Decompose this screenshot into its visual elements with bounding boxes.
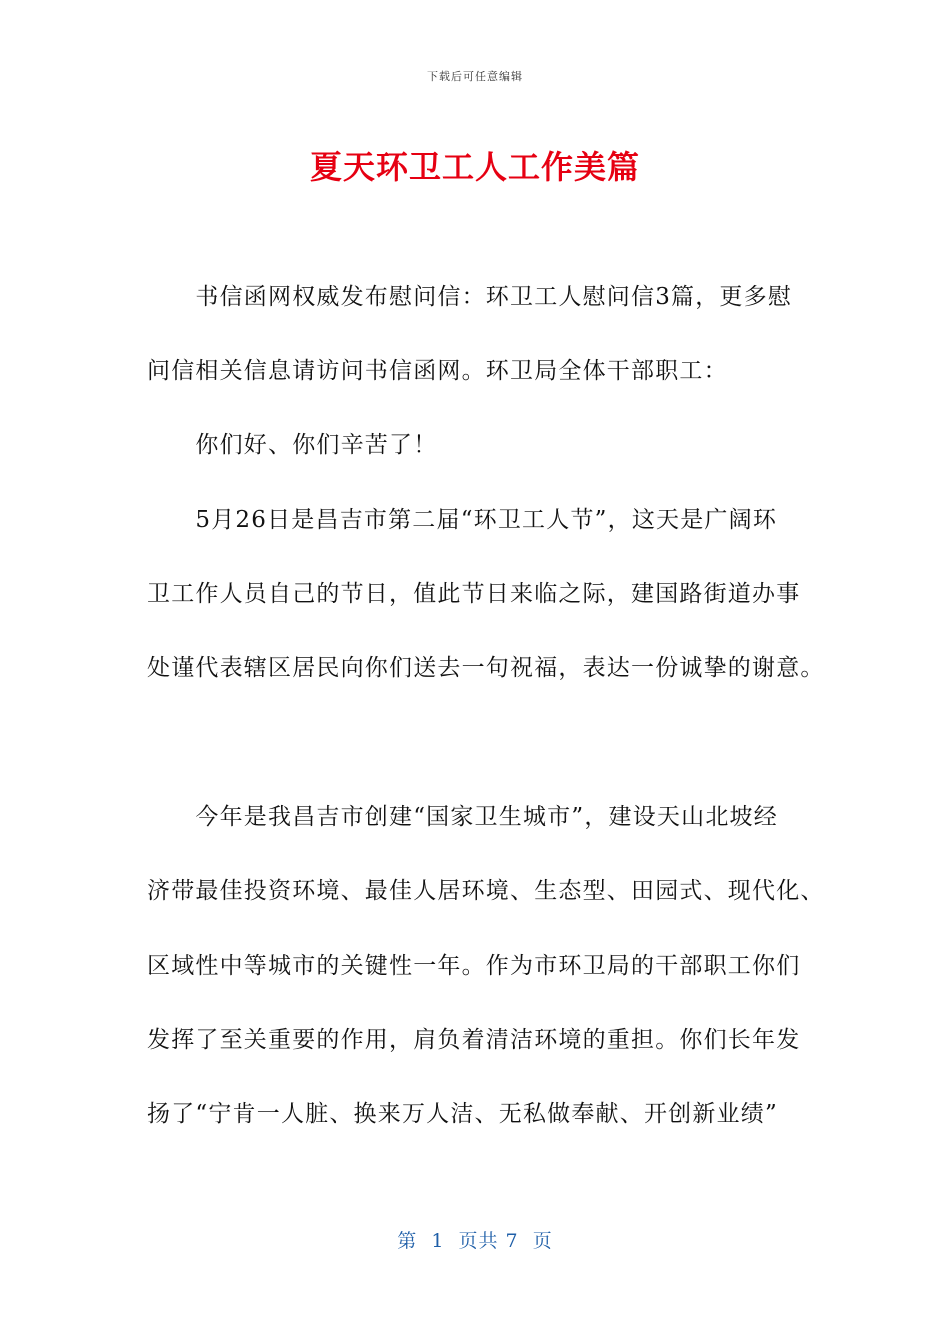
body-line: 区域性中等城市的关键性一年。作为市环卫局的干部职工你们	[147, 953, 801, 979]
body-line: 5月26日是昌吉市第二届“环卫工人节”，这天是广阔环	[147, 507, 778, 533]
document-title: 夏天环卫工人工作美篇	[309, 148, 640, 186]
body-line: 扬了“宁肯一人脏、换来万人洁、无私做奉献、开创新业绩”	[147, 1101, 778, 1127]
page-number: 第 1 页共 7 页	[397, 1230, 553, 1252]
body-line: 济带最佳投资环境、最佳人居环境、生态型、田园式、现代化、	[147, 878, 825, 904]
body-line: 今年是我昌吉市创建“国家卫生城市”，建设天山北坡经	[147, 804, 778, 830]
body-line: 你们好、你们辛苦了！	[147, 432, 438, 458]
body-line: 卫工作人员自己的节日，值此节日来临之际，建国路街道办事	[147, 581, 801, 607]
body-line: 处谨代表辖区居民向你们送去一句祝福，表达一份诚挚的谢意。	[147, 655, 825, 681]
body-line: 发挥了至关重要的作用，肩负着清洁环境的重担。你们长年发	[147, 1027, 801, 1053]
body-line: 问信相关信息请访问书信函网。环卫局全体干部职工：	[147, 358, 728, 384]
header-note: 下载后可任意编辑	[427, 70, 523, 83]
body-line: 书信函网权威发布慰问信：环卫工人慰问信3篇，更多慰	[147, 284, 793, 310]
